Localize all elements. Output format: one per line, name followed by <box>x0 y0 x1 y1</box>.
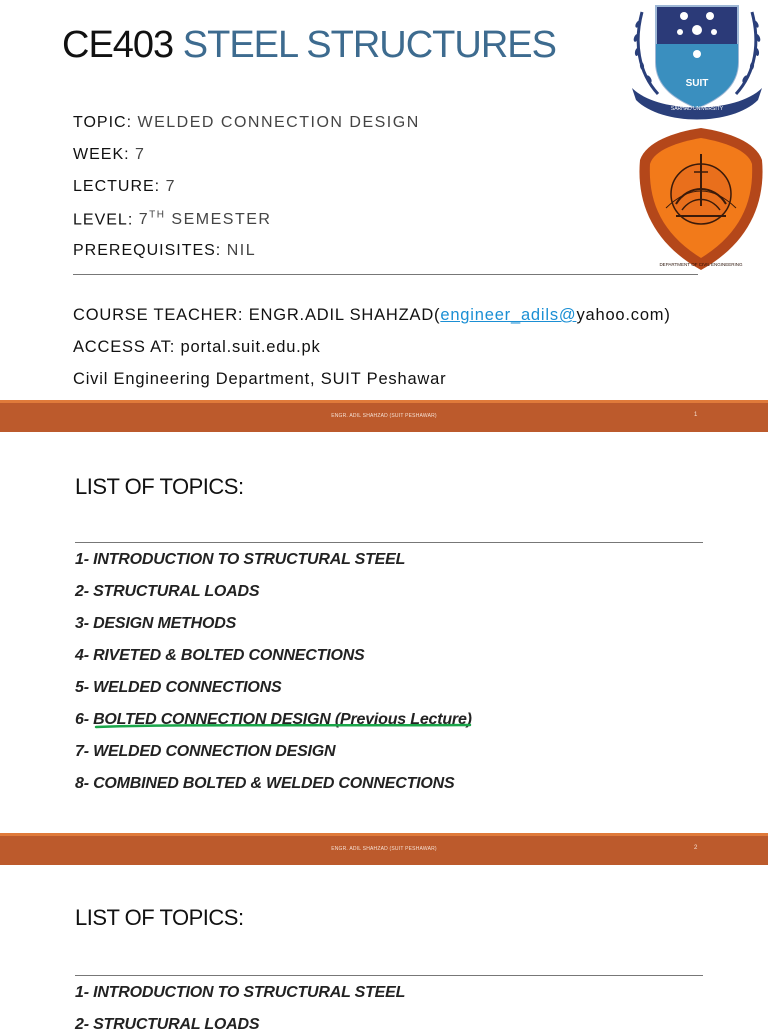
civil-engineering-logo <box>636 124 766 274</box>
slide-title <box>62 24 556 67</box>
topic-item: 2- STRUCTURAL LOADS <box>75 583 260 600</box>
topic-label: TOPIC: <box>73 114 133 131</box>
list-title: LIST OF TOPICS: <box>75 474 244 499</box>
topic-item: 4- RIVETED & BOLTED CONNECTIONS <box>75 647 365 664</box>
footer-accent-line <box>0 833 768 836</box>
civil-logo-ring-text: DEPARTMENT OF CIVIL ENGINEERING <box>659 262 743 267</box>
list-title: LIST OF TOPICS: <box>75 905 244 930</box>
topic-item: 2- STRUCTURAL LOADS <box>75 1016 260 1033</box>
course-teacher <box>73 306 671 325</box>
info-prerequisites <box>73 242 256 260</box>
divider <box>73 274 698 275</box>
info-week <box>73 146 145 164</box>
info-lecture <box>73 178 176 196</box>
topic-item: 1- INTRODUCTION TO STRUCTURAL STEEL <box>75 551 406 568</box>
slide-2 <box>0 432 768 832</box>
topic-value: WELDED CONNECTION DESIGN <box>137 114 420 131</box>
divider <box>75 975 703 976</box>
slide-footer-2 <box>0 833 768 865</box>
info-level <box>73 210 271 229</box>
suit-logo-ribbon: SARHAD UNIVERSITY <box>670 106 724 112</box>
week-value: 7 <box>135 146 146 163</box>
topic-item: 8- COMBINED BOLTED & WELDED CONNECTIONS <box>75 775 455 792</box>
email-domain: yahoo.com) <box>576 306 671 324</box>
email-link[interactable]: engineer_adils@ <box>440 306 577 324</box>
access-portal: ACCESS AT: portal.suit.edu.pk <box>73 338 321 356</box>
page-number: 2 <box>694 845 698 851</box>
topic-item: 1- INTRODUCTION TO STRUCTURAL STEEL <box>75 984 406 1001</box>
level-semester: SEMESTER <box>171 211 272 229</box>
green-underline-highlight <box>95 722 471 730</box>
lecture-value: 7 <box>165 178 176 195</box>
slide-3 <box>0 865 768 1033</box>
slide-footer-1 <box>0 400 768 432</box>
level-number: 7 <box>138 211 150 229</box>
info-topic <box>73 114 420 132</box>
footer-accent-line <box>0 400 768 403</box>
suit-university-logo <box>628 2 766 124</box>
level-value <box>139 211 272 228</box>
footer-text: ENGR. ADIL SHAHZAD (SUIT PESHAWAR) <box>331 413 437 419</box>
level-label: LEVEL: <box>73 211 134 229</box>
divider <box>75 542 703 543</box>
teacher-prefix: COURSE TEACHER: ENGR.ADIL SHAHZAD( <box>73 306 441 324</box>
week-label: WEEK: <box>73 146 130 163</box>
prereq-value: NIL <box>226 242 257 259</box>
course-name: STEEL STRUCTURES <box>182 24 556 66</box>
course-code: CE403 <box>62 24 174 66</box>
lecture-label: LECTURE: <box>73 178 161 195</box>
prereq-label: PREREQUISITES: <box>73 242 222 259</box>
slide-1 <box>0 0 768 400</box>
department-name: Civil Engineering Department, SUIT Peshawar <box>73 370 447 388</box>
page-number: 1 <box>694 412 698 418</box>
topic-item-highlighted: 6- BOLTED CONNECTION DESIGN (Previous Lecture) <box>75 711 472 728</box>
suit-logo-text: SUIT <box>685 78 709 89</box>
level-suffix: TH <box>149 210 166 221</box>
topic-item: 5- WELDED CONNECTIONS <box>75 679 282 696</box>
topic-item: 7- WELDED CONNECTION DESIGN <box>75 743 336 760</box>
topic-item: 3- DESIGN METHODS <box>75 615 237 632</box>
footer-text: ENGR. ADIL SHAHZAD (SUIT PESHAWAR) <box>331 846 437 852</box>
